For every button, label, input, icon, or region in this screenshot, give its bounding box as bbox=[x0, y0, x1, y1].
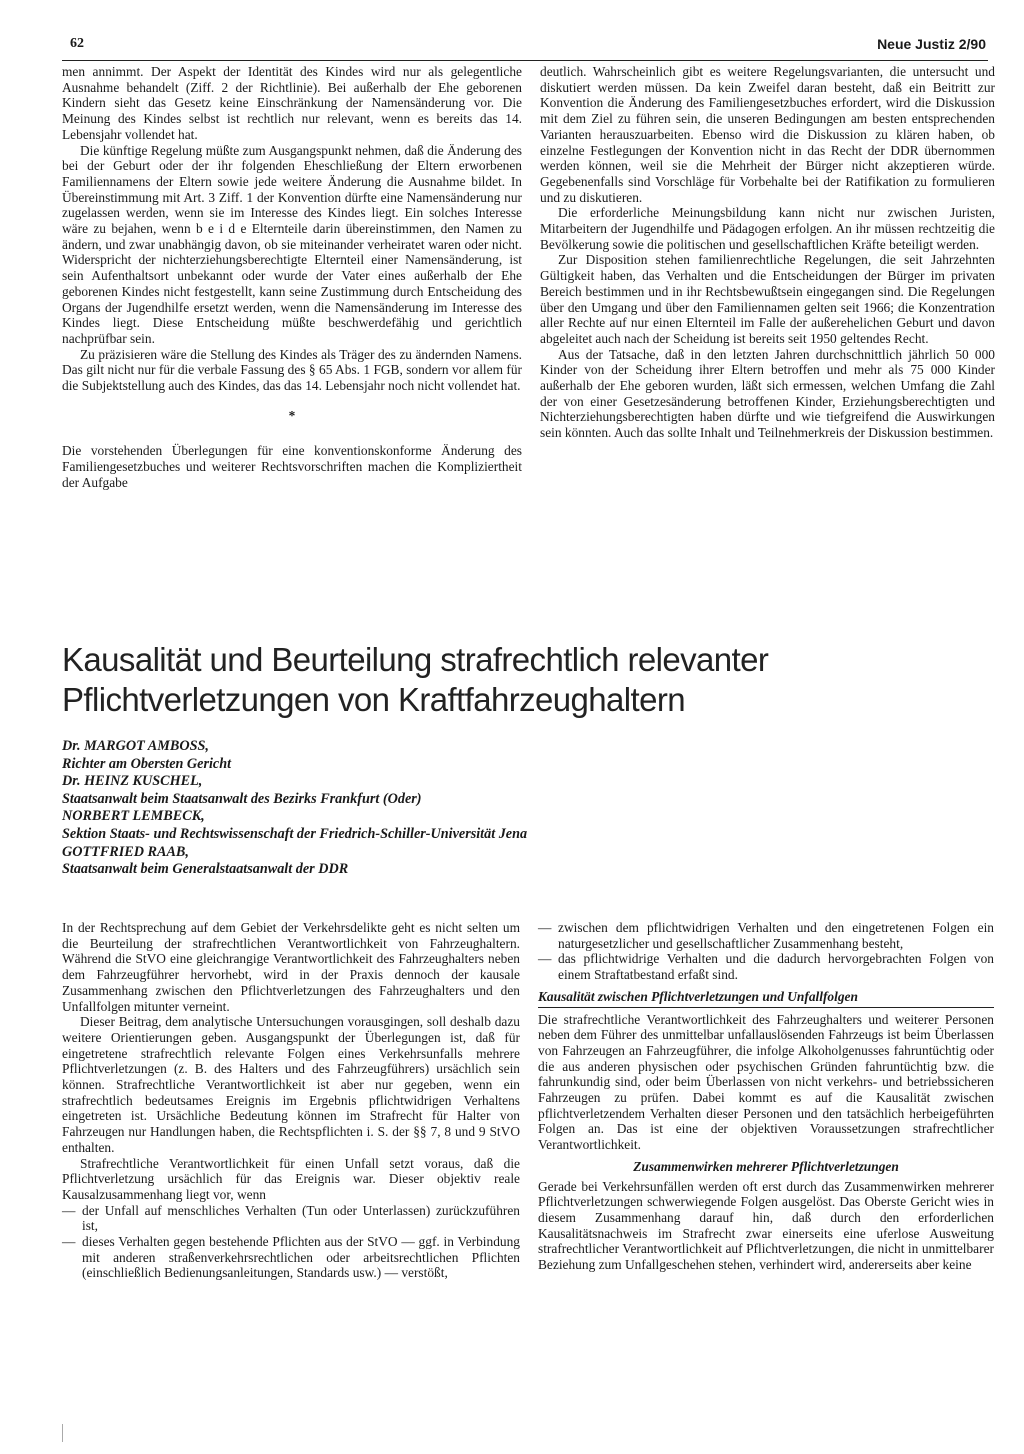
paragraph: Die künftige Regelung müßte zum Ausgangspunkt nehmen, daß die Änderung des bei der Geburt oder der ihr folgenden Eheschließung der Eltern erworbenen Familiennamens der Eltern sowie jede weitere Änderung die Ausnahme bildet. In Übereinstimmung mit Art. 3 Ziff. 1 der Konvention dürfte eine Namensänderung nur zugelassen werden, wenn sie im Interesse des Kindes liegt. Ein solches Interesse wäre zu bejahen, wenn b e i d e Elternteile darin übereinstimmen, den Namen zu ändern, und zwar unabhängig davon, ob sie miteinander verheiratet waren oder nicht. Widerspricht der nichterziehungsberechtigte Elternteil einer Namensänderung, ist sein Aufenthaltsort unbekannt oder wurde der Vater eines außerhalb der Ehe geborenen Kindes nicht festgestellt, kann seine Zustimmung durch Entscheidung des Organs der Jugendhilfe ersetzt werden, wenn die Namensänderung im Interesse des Kindes liegt. Diese Entscheidung müßte beschwerdefähig und gerichtlich nachprüfbar sein. bbox=[62, 142, 522, 346]
author-name: GOTTFRIED RAAB, bbox=[62, 843, 189, 860]
author-affiliation: Sektion Staats- und Rechtswissenschaft der Friedrich-Schiller-Universität Jena bbox=[62, 825, 528, 842]
condition-list-continued bbox=[538, 920, 994, 983]
paragraph: Dieser Beitrag, dem analytische Untersuchungen vorausgingen, soll deshalb dazu weitere Orientierungen geben. Ausgangspunkt der Überlegungen ist, daß für eingetretene strafrechtlich relevante Folgen eines Verkehrsunfalls mehrere Pflichtverletzungen (z. B. des Halters und des Fahrzeugführers) ursächlich sein können. Strafrechtliche Verantwortlichkeit ist aber nur gegeben, wenn ein strafrechtlich bedeutsames Ereignis im Ergebnis pflichtwidrigen Verhaltens eingetreten ist. Ursächliche Bedeutung können im Strafrecht für Halter von Fahrzeugen nur Handlungen haben, die Rechtspflichten i. S. der §§ 7, 8 und 9 StVO enthalten. bbox=[62, 1014, 520, 1155]
paragraph: Die strafrechtliche Verantwortlichkeit des Fahrzeughalters und weiterer Personen neben dem Führer des unmittelbar unfallauslösenden Fahrzeugs ist beim Überlassen von Fahrzeugen an Fahrzeugführer, die infolge Alkoholgenusses fahruntüchtig oder die aus anderen physischen oder psychischen Gründen fahruntüchtig bzw. die fahrunkundig sind, oder beim Überlassen von nicht verkehrs- und betriebssicheren Fahrzeugen zu prüfen. Dabei kommt es auf die Kausalität zwischen pflichtverletzendem Verhalten dieser Personen und den tatsächlich herbeigeführten Folgen an. Das ist eine der objektiven Voraussetzungen strafrechtlicher Verantwortlichkeit. bbox=[538, 1011, 994, 1153]
author-name: Dr. MARGOT AMBOSS, bbox=[62, 738, 209, 754]
section-heading: Kausalität zwischen Pflichtverletzungen und Unfallfolgen bbox=[538, 989, 994, 1008]
paragraph: Die vorstehenden Überlegungen für eine konventionskonforme Änderung des Familiengesetzbuches und weiterer Rechtsvorschriften machen die Kompliziertheit der Aufgabe bbox=[62, 443, 522, 490]
paragraph: Zur Disposition stehen familienrechtliche Regelungen, die seit Jahrzehnten Gültigkeit haben, das Verhalten und die Entscheidungen der Bürger im privaten Bereich bestimmen und in ihr Rechtsbewußtsein eingegangen sind. Die Regelungen über den Umgang und über den Familiennamen gelten seit 1966; die Konzentration aller Rechte auf nur einen Elternteil im Falle der außerehelichen Geburt und davon abgeleitet auch nach der Scheidung ist bereits seit 1950 geltendes Recht. bbox=[540, 252, 995, 346]
paragraph: In der Rechtsprechung auf dem Gebiet der Verkehrsdelikte geht es nicht selten um die Beurteilung der strafrechtlichen Verantwortlichkeit von Fahrzeughaltern. Während die StVO eine gleichrangige Verantwortlichkeit des Fahrzeughalters neben dem Fahrzeugführer hervorhebt, wird in der Praxis dennoch der kausale Zusammenhang zwischen den Pflichtverletzungen des Fahrzeughalters und den Unfallfolgen mitunter verneint. bbox=[62, 920, 520, 1014]
author-affiliation: Staatsanwalt beim Generalstaatsanwalt der DDR bbox=[62, 861, 349, 878]
paragraph: Die erforderliche Meinungsbildung kann nicht nur zwischen Juristen, Mitarbeitern der Jugendhilfe und Pädagogen erfolgen. An ihr müssen rechtzeitig die Bevölkerung sowie die politischen und gesellschaftlichen Kräfte beteiligt werden. bbox=[540, 205, 995, 252]
author-affiliation: Staatsanwalt beim Staatsanwalt des Bezirks Frankfurt (Oder) bbox=[62, 790, 422, 807]
condition-list bbox=[62, 1203, 520, 1282]
paragraph: deutlich. Wahrscheinlich gibt es weitere Regelungsvarianten, die untersucht und diskutiert werden müssen. Da kein Zweifel daran besteht, daß ein Beitritt zur Konvention die Änderung des Familiengesetzbuches erfordert, wird die Diskussion mit dem Ziel zu führen sein, die unseren Bedingungen am besten entsprechenden Varianten herauszuarbeiten. Ebenso wird die Diskussion zu klären haben, ob einzelne Festlegungen der Konvention nicht in das Recht der DDR übernommen werden können, weil sie die Mehrheit der Bürger nicht akzeptieren würde. Gegebenenfalls sind Vorschläge für Vorbehalte bei der Ratifikation zu formulieren und zu diskutieren. bbox=[540, 64, 995, 205]
article-title-line-2: Pflichtverletzungen von Kraftfahrzeughaltern bbox=[62, 681, 685, 718]
article-title bbox=[62, 640, 992, 720]
author-affiliation: Richter am Obersten Gericht bbox=[62, 755, 232, 772]
paragraph: Gerade bei Verkehrsunfällen werden oft erst durch das Zusammenwirken mehrerer Pflichtverletzungen schwerwiegende Folgen ausgelöst. Das Oberste Gericht wies in diesem Zusammenhang darauf hin, daß durch den erforderlichen Kausalitätsnachweis im Strafrecht zwar einerseits eine uferlose Ausweitung strafrechtlicher Verantwortlichkeit auf Pflichtverletzungen, die nicht in unmittelbarer Beziehung zum Unfallgeschehen stehen, verhindert wird, andererseits aber keine bbox=[538, 1178, 994, 1273]
list-item: — das pflichtwidrige Verhalten und die dadurch hervorgebrachten Folgen von einem Straftatbestand erfaßt sind. bbox=[538, 951, 994, 982]
paragraph: men annimmt. Der Aspekt der Identität des Kindes wird nur als gelegentliche Ausnahme behandelt (Ziff. 2 der Richtlinie). Bei außerhalb der Ehe geborenen Kindern sieht das Gesetz keine Einschränkung der Namensänderung vor. Die Meinung des Kindes selbst ist rechtlich nur relevant, wenn es bereits das 14. Lebensjahr vollendet hat. bbox=[62, 64, 522, 142]
bottom-left-column bbox=[62, 920, 520, 1281]
paragraph: Strafrechtliche Verantwortlichkeit für einen Unfall setzt voraus, daß die Pflichtverletzung ursächlich für das Ereignis war. Dieser objektiv reale Kausalzusammenhang liegt vor, wenn bbox=[62, 1155, 520, 1202]
top-right-column bbox=[540, 64, 995, 441]
section-separator: * bbox=[288, 407, 296, 423]
author-list bbox=[62, 738, 862, 879]
page-number: 62 bbox=[70, 36, 84, 51]
article-title-line-1: Kausalität und Beurteilung strafrechtlich relevanter bbox=[62, 641, 769, 678]
paragraph: Aus der Tatsache, daß in den letzten Jahren durchschnittlich jährlich 50 000 Kinder von der Scheidung ihrer Eltern betroffen und mehr als 75 000 Kinder außerhalb der Ehe geboren wurden, läßt sich ermessen, welchen Umfang die Zahl der von einer Gesetzesänderung betroffenen Kinder, Erziehungsberechtigten und Nichterziehungsberechtigten haben dürfte und wie tiefgreifend die Auswirkungen sein könnten. Auch das sollte Inhalt und Teilnehmerkreis der Diskussion bestimmen. bbox=[540, 346, 995, 441]
top-left-column bbox=[62, 64, 522, 491]
journal-title: Neue Justiz 2/90 bbox=[877, 36, 986, 52]
list-item: — dieses Verhalten gegen bestehende Pflichten aus der StVO — ggf. in Verbindung mit anderen straßenverkehrsrechtlichen oder arbeitsrechtlichen Pflichten (einschließlich Bedienungsanleitungen, Standards usw.) — verstößt, bbox=[62, 1234, 520, 1281]
header-rule bbox=[62, 60, 988, 61]
subsection-heading: Zusammenwirken mehrerer Pflichtverletzungen bbox=[633, 1158, 899, 1174]
margin-mark bbox=[62, 1424, 64, 1442]
author-name: NORBERT LEMBECK, bbox=[62, 808, 205, 825]
author-name: Dr. HEINZ KUSCHEL, bbox=[62, 773, 203, 790]
bottom-right-column bbox=[538, 920, 994, 1273]
paragraph: Zu präzisieren wäre die Stellung des Kindes als Träger des zu ändernden Namens. Das gilt nicht nur für die verbale Fassung des § 65 Abs. 1 FGB, sondern vor allem für die Subjektstellung auch des Kindes, das das 14. Lebensjahr noch nicht vollendet hat. bbox=[62, 346, 522, 394]
list-item: — zwischen dem pflichtwidrigen Verhalten und den eingetretenen Folgen ein naturgesetzlicher und gesellschaftlicher Zusammenhang besteht, bbox=[538, 920, 994, 951]
list-item: — der Unfall auf menschliches Verhalten (Tun oder Unterlassen) zurückzuführen ist, bbox=[62, 1203, 520, 1234]
